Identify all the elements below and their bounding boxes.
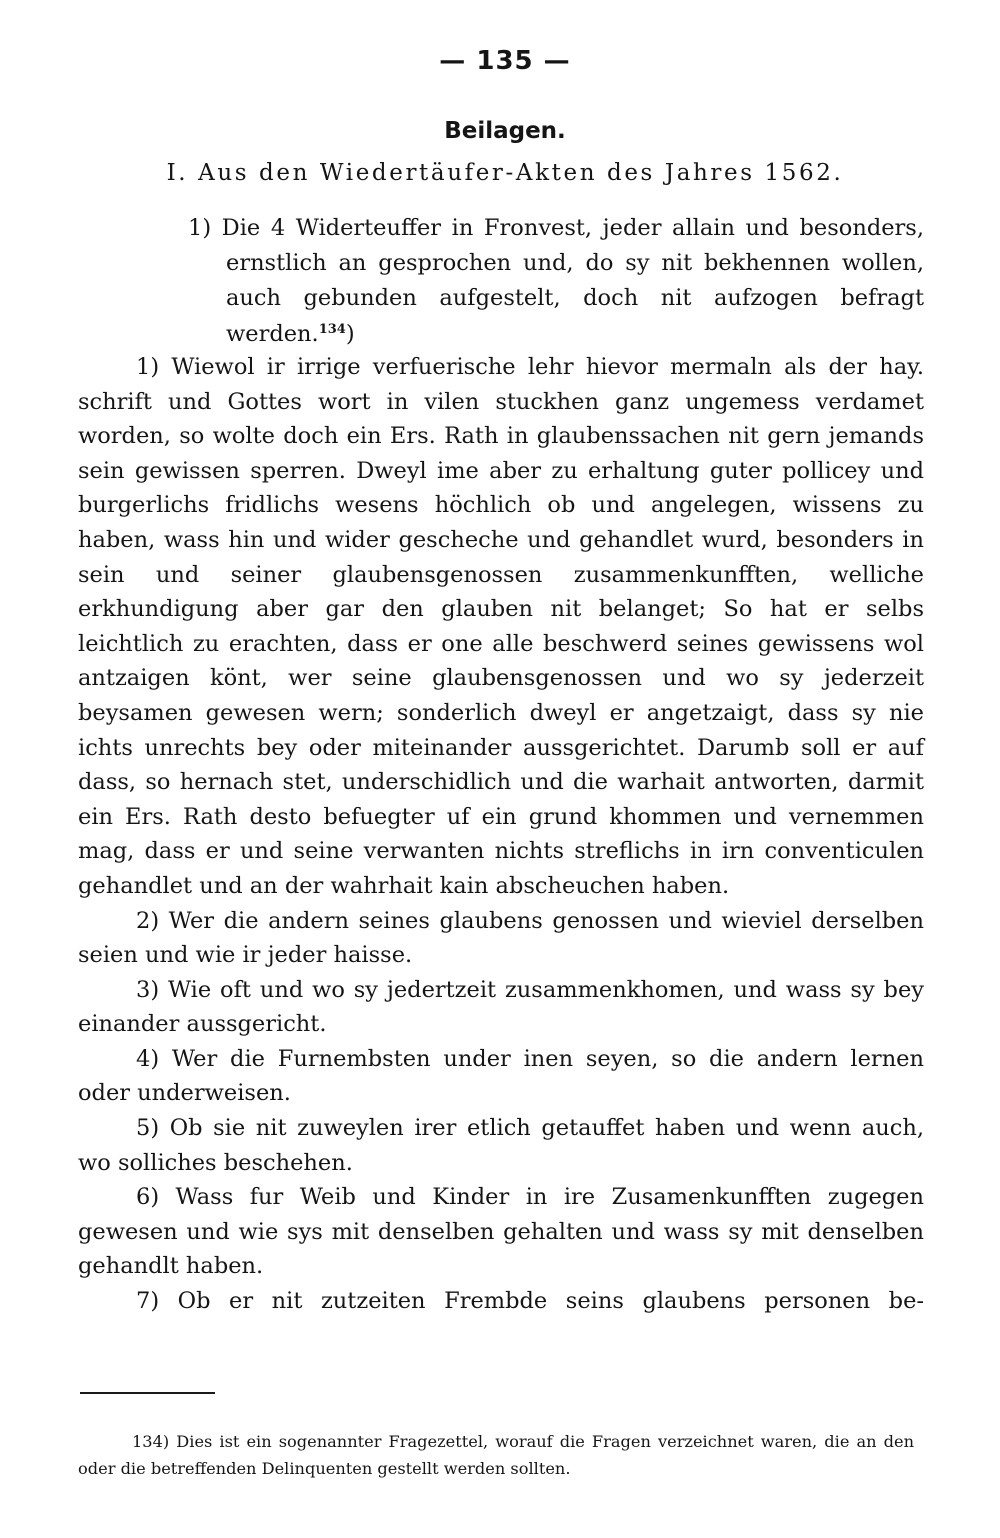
footnote-divider xyxy=(80,1392,215,1394)
page-number: — 135 — xyxy=(439,46,571,76)
body-text xyxy=(78,350,924,1319)
document-subtitle: I. Aus den Wiedertäufer-Akten des Jahres 1562. xyxy=(166,160,844,186)
paragraph-4: 4) Wer die Furnembsten under inen seyen, so die andern lernen oder underweisen. xyxy=(78,1045,924,1107)
question-heading xyxy=(188,211,924,352)
footnote: 134) Dies ist ein sogenannter Fragezettel, worauf die Fragen verzeichnet waren, die an den oder die betreffenden Delinquenten gestellt werden sollten. xyxy=(78,1432,914,1478)
section-title: Beilagen. xyxy=(444,118,566,144)
paragraph-5: 5) Ob sie nit zuweylen irer etlich getauffet haben und wenn auch, wo solliches beschehen. xyxy=(78,1115,924,1176)
paragraph-1: 1) Wiewol ir irrige verfuerische lehr hievor mermaln als der hay. schrift und Gottes wort in vilen stuckhen ganz ungemess verdamet worden, so wolte doch ein Ers. Rath in glaubenssachen nit gern jemands sein gewissen sperren. Dweyl ime aber zu erhaltung guter pollicey und burgerlichs fridlichs wesens höchlich ob und angelegen, wissens zu haben, wass hin und wider gescheche und gehandlet wurd, besonders in sein und seiner glaubensgenossen zusammenkunfften, welliche erkhundigung aber gar den glauben nit belanget; So hat er selbs leichtlich zu erachten, dass er one alle beschwerd seines gewissens wol antzaigen könt, wer seine glaubensgenossen und wo sy jederzeit beysamen gewesen wern; sonderlich dweyl er angetzaigt, dass sy nie ichts unrechts bey oder miteinander aussgerichtet. Darumb soll er auf dass, so hernach stet, underschidlich und die warhait antworten, darmit ein Ers. Rath desto befuegter uf ein grund khommen und vernemmen mag, dass er und seine verwanten nichts streflichs in irn conventiculen gehandlet und an der wahrhait kain abscheuchen haben. xyxy=(78,354,924,899)
paragraph-2: 2) Wer die andern seines glaubens genossen und wieviel derselben seien und wie ir jeder haisse. xyxy=(78,907,924,969)
question-heading-closing: ) xyxy=(345,320,355,347)
question-heading-text: 1) Die 4 Widerteuffer in Fronvest, jeder allain und besonders, ernstlich an gesprochen und, do sy nit bekhennen wollen, auch gebunden aufgestelt, doch nit aufzogen befragt werden. xyxy=(188,215,924,347)
paragraph-6: 6) Wass fur Weib und Kinder in ire Zusamenkunfften zugegen gewesen und wie sys mit denselben gehalten und wass sy mit denselben gehandlt haben. xyxy=(78,1184,924,1280)
paragraph-3: 3) Wie oft und wo sy jedertzeit zusammenkhomen, und wass sy bey einander aussgericht. xyxy=(78,976,924,1038)
paragraph-7: 7) Ob er nit zutzeiten Frembde seins glaubens personen be- xyxy=(136,1288,924,1315)
footnote-reference: 134 xyxy=(318,321,346,337)
